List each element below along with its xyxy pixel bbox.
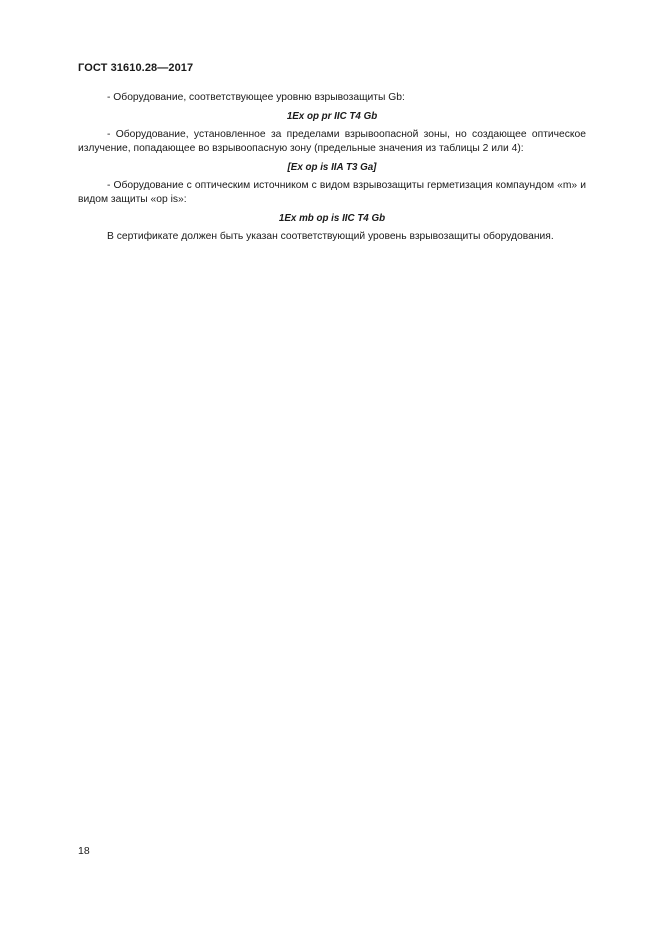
paragraph-certificate-note: В сертификате должен быть указан соответствующий уровень взрывозащиты оборудования. — [107, 231, 554, 243]
marking-formula-3: 1Ex mb op is IIC T4 Gb — [278, 213, 386, 225]
paragraph-gb-equipment: - Оборудование, соответствующее уровню взрывозащиты Gb: — [107, 92, 405, 103]
document-body — [78, 91, 586, 243]
marking-formula-1: 1Ex op pr IIC T4 Gb — [286, 111, 378, 123]
paragraph-outside-zone-equipment: - Оборудование, установленное за пределами взрывоопасной зоны, но создающее оптическое излучение, попадающее во взрывоопасную зону (предельные значения из таблицы 2 или 4): — [78, 129, 586, 154]
paragraph-compound-equipment: - Оборудование с оптическим источником с видом взрывозащиты герметизация компаундом «m» и видом защиты «op is»: — [78, 180, 586, 205]
page-number: 18 — [78, 845, 90, 857]
page-header-standard-code: ГОСТ 31610.28—2017 — [78, 62, 194, 74]
marking-formula-2: [Ex op is IIA T3 Ga] — [287, 162, 377, 174]
